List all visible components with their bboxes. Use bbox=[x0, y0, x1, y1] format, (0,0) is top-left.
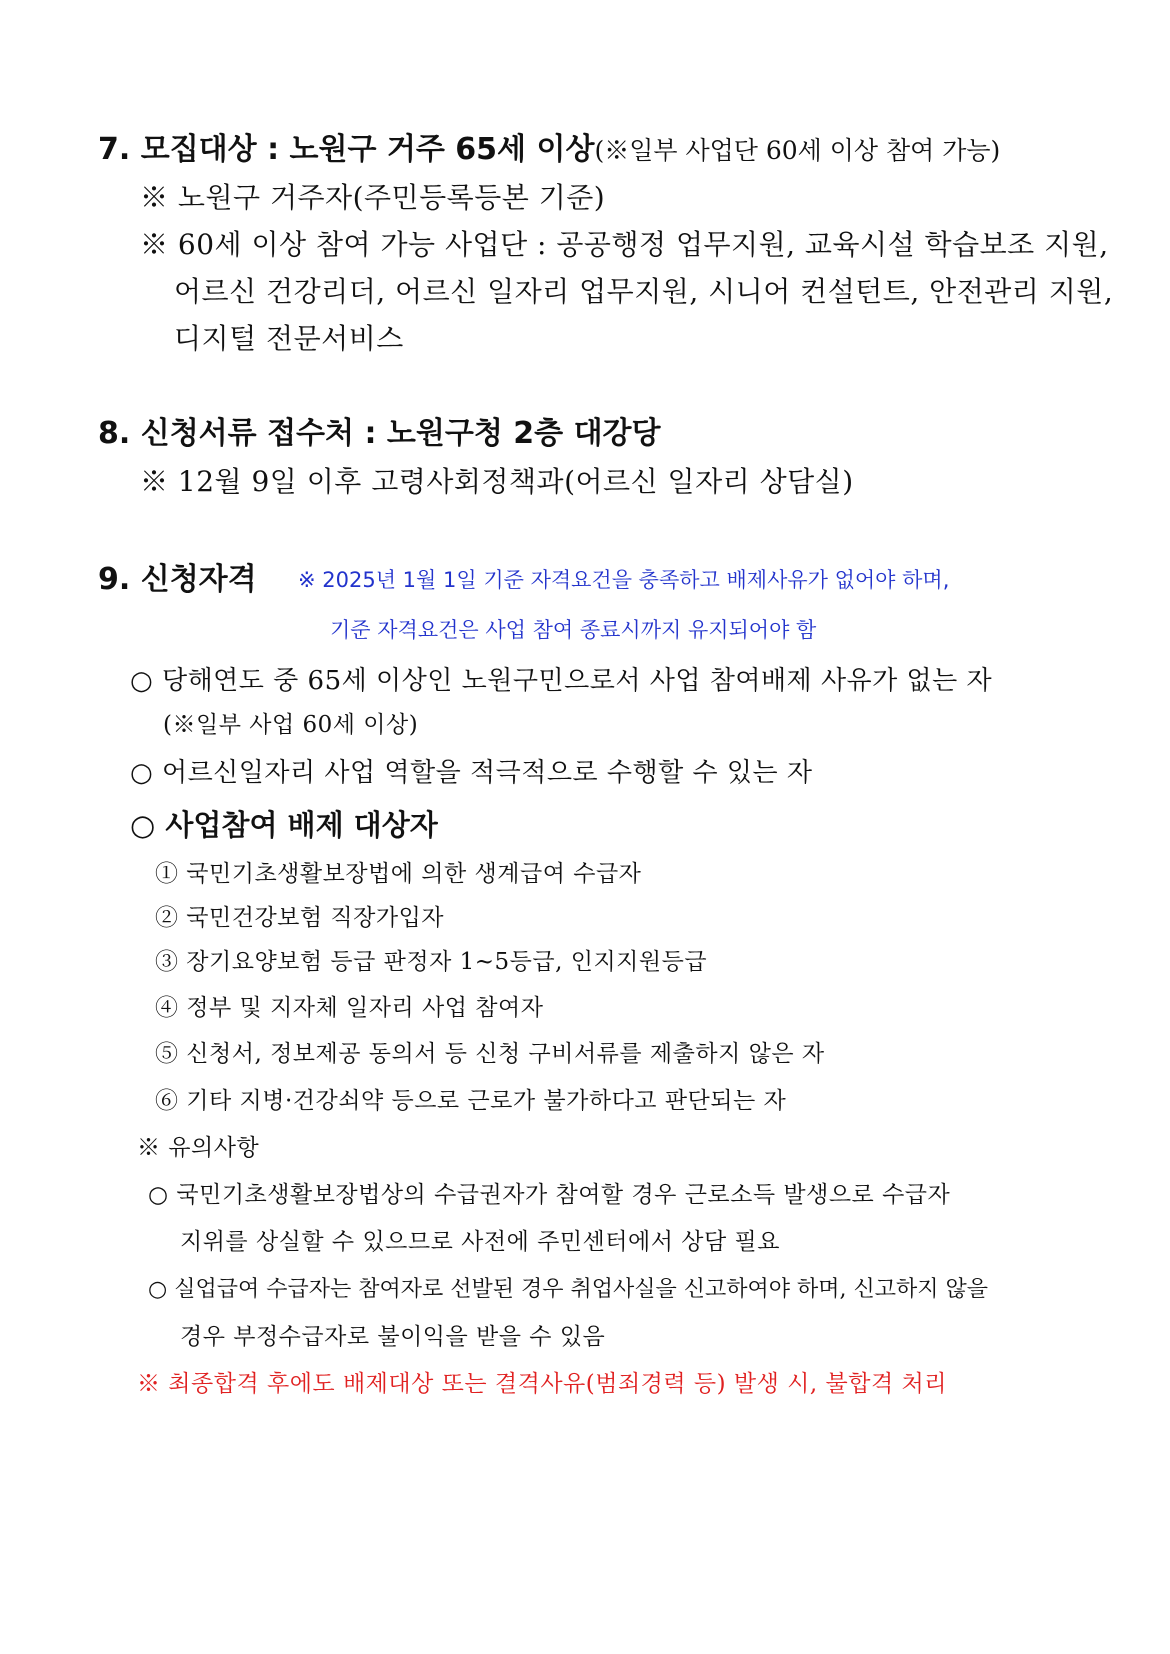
final-warning-note: ※ 최종합격 후에도 배제대상 또는 결격사유(범죄경력 등) 발생 시, 불합격 처리 bbox=[137, 1371, 947, 1397]
eligibility-note-line-2: 기준 자격요건은 사업 참여 종료시까지 유지되어야 함 bbox=[330, 618, 817, 642]
exclusion-item-4: ④ 정부 및 지자체 일자리 사업 참여자 bbox=[155, 995, 544, 1021]
exclusion-item-2: ② 국민건강보험 직장가입자 bbox=[155, 905, 445, 931]
section-7-note-1: ※ 노원구 거주자(주민등록등본 기준) bbox=[140, 181, 606, 214]
exclusion-item-6: ⑥ 기타 지병·건강쇠약 등으로 근로가 불가하다고 판단되는 자 bbox=[155, 1088, 787, 1114]
section-7-note-2-line-1: ※ 60세 이상 참여 가능 사업단 : 공공행정 업무지원, 교육시설 학습보조 지원, bbox=[140, 228, 1109, 261]
caution-1-line-1: ○ 국민기초생활보장법상의 수급권자가 참여할 경우 근로소득 발생으로 수급자 bbox=[148, 1182, 951, 1208]
eligibility-item-2: ○ 어르신일자리 사업 역할을 적극적으로 수행할 수 있는 자 bbox=[130, 758, 813, 788]
exclusion-item-5: ⑤ 신청서, 정보제공 동의서 등 신청 구비서류를 제출하지 않은 자 bbox=[155, 1041, 825, 1067]
section-7-heading-note: (※일부 사업단 60세 이상 참여 가능) bbox=[594, 136, 1001, 165]
caution-2-line-1: ○ 실업급여 수급자는 참여자로 선발된 경우 취업사실을 신고하여야 하며, 신고하지 않을 bbox=[148, 1277, 988, 1302]
caution-2-line-2: 경우 부정수급자로 불이익을 받을 수 있음 bbox=[180, 1324, 606, 1350]
exclusion-item-3: ③ 장기요양보험 등급 판정자 1~5등급, 인지지원등급 bbox=[155, 949, 708, 975]
section-8-note-1: ※ 12월 9일 이후 고령사회정책과(어르신 일자리 상담실) bbox=[140, 465, 854, 498]
eligibility-item-1-line-2: (※일부 사업 60세 이상) bbox=[163, 712, 419, 738]
section-7-note-2-line-3: 디지털 전문서비스 bbox=[174, 322, 404, 355]
exclusion-item-1: ① 국민기초생활보장법에 의한 생계급여 수급자 bbox=[155, 861, 642, 887]
eligibility-note-line-1: ※ 2025년 1월 1일 기준 자격요건을 충족하고 배제사유가 없어야 하며, bbox=[298, 568, 950, 592]
eligibility-item-1-line-1: ○ 당해연도 중 65세 이상인 노원구민으로서 사업 참여배제 사유가 없는 자 bbox=[130, 666, 993, 696]
caution-1-line-2: 지위를 상실할 수 있으므로 사전에 주민센터에서 상담 필요 bbox=[180, 1229, 780, 1255]
section-7-heading-text: 7. 모집대상 : 노원구 거주 65세 이상 bbox=[98, 132, 595, 167]
section-8-heading: 8. 신청서류 접수처 : 노원구청 2층 대강당 bbox=[98, 416, 661, 451]
section-7-heading bbox=[98, 132, 1001, 167]
exclusion-heading: ○ 사업참여 배제 대상자 bbox=[130, 808, 438, 842]
caution-heading: ※ 유의사항 bbox=[137, 1135, 260, 1161]
section-9-heading: 9. 신청자격 bbox=[98, 562, 257, 597]
section-7-note-2-line-2: 어르신 건강리더, 어르신 일자리 업무지원, 시니어 컨설턴트, 안전관리 지원, bbox=[174, 275, 1114, 308]
